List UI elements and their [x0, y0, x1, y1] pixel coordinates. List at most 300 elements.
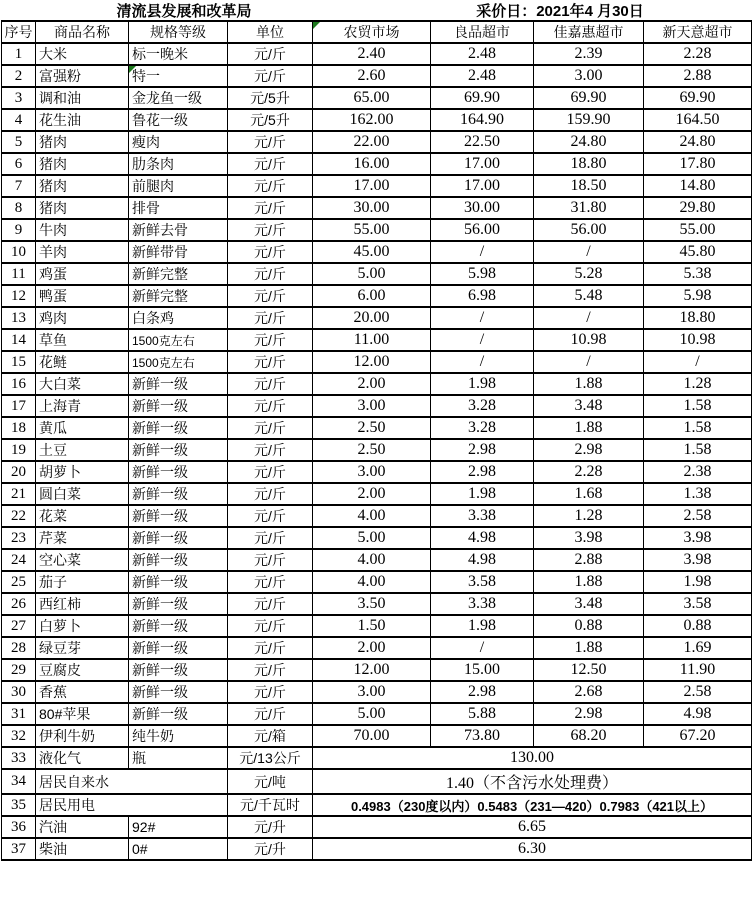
price-jiajiahui-cell: 0.88 [534, 615, 644, 637]
price-xintianyi-cell: 67.20 [644, 725, 752, 747]
column-header-5: 农贸市场 [313, 21, 431, 43]
spec-grade-cell: 新鲜一级 [129, 417, 228, 439]
column-header-4: 单位 [228, 21, 313, 43]
unit-cell: 元/斤 [228, 703, 313, 725]
price-jiajiahui-cell: 159.90 [534, 109, 644, 131]
table-row [2, 87, 752, 109]
price-farmers-market-cell: 1.50 [313, 615, 431, 637]
survey-date-label: 采价日：2021年4 月30日 [476, 2, 644, 20]
price-liangpin-cell: 3.38 [431, 505, 534, 527]
product-name-cell: 鸭蛋 [36, 285, 129, 307]
price-xintianyi-cell: 5.38 [644, 263, 752, 285]
price-farmers-market-cell: 30.00 [313, 197, 431, 219]
price-liangpin-cell: 1.98 [431, 483, 534, 505]
price-xintianyi-cell: 14.80 [644, 175, 752, 197]
row-number-cell: 30 [2, 681, 36, 703]
product-name-cell: 花菜 [36, 505, 129, 527]
product-name-cell: 牛肉 [36, 219, 129, 241]
price-liangpin-cell: 1.98 [431, 615, 534, 637]
spec-grade-cell: 纯牛奶 [129, 725, 228, 747]
spec-grade-cell: 排骨 [129, 197, 228, 219]
spec-grade-cell: 新鲜一级 [129, 571, 228, 593]
unit-cell: 元/斤 [228, 131, 313, 153]
table-row [2, 241, 752, 263]
price-liangpin-cell: 3.38 [431, 593, 534, 615]
table-row [2, 417, 752, 439]
table-row [2, 838, 752, 860]
table-row [2, 461, 752, 483]
price-jiajiahui-cell: 3.48 [534, 593, 644, 615]
merged-price-cell: 1.40（不含污水处理费） [313, 769, 752, 794]
price-liangpin-cell: 2.98 [431, 439, 534, 461]
spec-grade-cell: 瘦肉 [129, 131, 228, 153]
price-liangpin-cell: / [431, 307, 534, 329]
row-number-cell: 27 [2, 615, 36, 637]
price-jiajiahui-cell: 69.90 [534, 87, 644, 109]
table-row [2, 351, 752, 373]
price-xintianyi-cell: 164.50 [644, 109, 752, 131]
spec-grade-cell: 新鲜一级 [129, 461, 228, 483]
column-header-1: 序号 [2, 21, 36, 43]
price-xintianyi-cell: 1.38 [644, 483, 752, 505]
product-name-cell: 豆腐皮 [36, 659, 129, 681]
table-row [2, 659, 752, 681]
row-number-cell: 24 [2, 549, 36, 571]
unit-cell: 元/斤 [228, 153, 313, 175]
price-jiajiahui-cell: 31.80 [534, 197, 644, 219]
unit-cell: 元/斤 [228, 43, 313, 65]
table-row [2, 439, 752, 461]
column-header-8: 新天意超市 [644, 21, 752, 43]
row-number-cell: 32 [2, 725, 36, 747]
unit-cell: 元/斤 [228, 483, 313, 505]
price-liangpin-cell: 17.00 [431, 153, 534, 175]
row-number-cell: 5 [2, 131, 36, 153]
table-row [2, 703, 752, 725]
price-xintianyi-cell: 3.98 [644, 549, 752, 571]
row-number-cell: 22 [2, 505, 36, 527]
price-farmers-market-cell: 17.00 [313, 175, 431, 197]
price-xintianyi-cell: 2.38 [644, 461, 752, 483]
price-liangpin-cell: 2.48 [431, 43, 534, 65]
product-name-cell: 80#苹果 [36, 703, 129, 725]
price-farmers-market-cell: 3.00 [313, 395, 431, 417]
table-row [2, 263, 752, 285]
price-jiajiahui-cell: 12.50 [534, 659, 644, 681]
product-name-cell: 西红柿 [36, 593, 129, 615]
product-name-cell: 芹菜 [36, 527, 129, 549]
table-row [2, 505, 752, 527]
product-name-cell: 鸡蛋 [36, 263, 129, 285]
table-row [2, 307, 752, 329]
price-farmers-market-cell: 16.00 [313, 153, 431, 175]
row-number-cell: 20 [2, 461, 36, 483]
header-row [2, 21, 752, 43]
product-name-cell: 香蕉 [36, 681, 129, 703]
product-name-cell: 黄瓜 [36, 417, 129, 439]
price-xintianyi-cell: 55.00 [644, 219, 752, 241]
price-xintianyi-cell: 2.58 [644, 681, 752, 703]
price-xintianyi-cell: 2.58 [644, 505, 752, 527]
product-name-cell: 羊肉 [36, 241, 129, 263]
row-number-cell: 6 [2, 153, 36, 175]
product-name-cell: 液化气 [36, 747, 129, 769]
column-header-6: 良品超市 [431, 21, 534, 43]
price-xintianyi-cell: 18.80 [644, 307, 752, 329]
price-jiajiahui-cell: / [534, 241, 644, 263]
price-farmers-market-cell: 2.00 [313, 373, 431, 395]
spec-grade-cell: 新鲜一级 [129, 703, 228, 725]
spec-grade-cell: 新鲜完整 [129, 285, 228, 307]
price-liangpin-cell: 69.90 [431, 87, 534, 109]
table-row [2, 219, 752, 241]
price-xintianyi-cell: / [644, 351, 752, 373]
price-farmers-market-cell: 162.00 [313, 109, 431, 131]
price-jiajiahui-cell: 2.39 [534, 43, 644, 65]
price-jiajiahui-cell: 3.00 [534, 65, 644, 87]
column-header-2: 商品名称 [36, 21, 129, 43]
row-number-cell: 10 [2, 241, 36, 263]
row-number-cell: 33 [2, 747, 36, 769]
table-row [2, 615, 752, 637]
price-farmers-market-cell: 4.00 [313, 549, 431, 571]
row-number-cell: 25 [2, 571, 36, 593]
spec-grade-cell: 0# [129, 838, 228, 860]
row-number-cell: 31 [2, 703, 36, 725]
table-row [2, 725, 752, 747]
price-farmers-market-cell: 70.00 [313, 725, 431, 747]
unit-cell: 元/升 [228, 816, 313, 838]
unit-cell: 元/斤 [228, 527, 313, 549]
table-row [2, 593, 752, 615]
row-number-cell: 17 [2, 395, 36, 417]
unit-cell: 元/斤 [228, 65, 313, 87]
price-jiajiahui-cell: 10.98 [534, 329, 644, 351]
price-liangpin-cell: / [431, 351, 534, 373]
merged-price-cell: 6.65 [313, 816, 752, 838]
unit-cell: 元/斤 [228, 439, 313, 461]
price-jiajiahui-cell: 1.88 [534, 571, 644, 593]
unit-cell: 元/箱 [228, 725, 313, 747]
product-name-cell: 柴油 [36, 838, 129, 860]
price-liangpin-cell: 2.98 [431, 461, 534, 483]
price-liangpin-cell: 5.98 [431, 263, 534, 285]
price-xintianyi-cell: 0.88 [644, 615, 752, 637]
product-name-cell: 猪肉 [36, 153, 129, 175]
price-farmers-market-cell: 2.50 [313, 417, 431, 439]
table-row [2, 109, 752, 131]
table-row [2, 794, 752, 816]
spec-grade-cell: 新鲜一级 [129, 549, 228, 571]
table-row [2, 329, 752, 351]
product-name-cell: 上海青 [36, 395, 129, 417]
price-xintianyi-cell: 24.80 [644, 131, 752, 153]
spec-grade-cell: 瓶 [129, 747, 228, 769]
spec-grade-cell: 1500克左右 [129, 351, 228, 373]
row-number-cell: 16 [2, 373, 36, 395]
product-name-cell: 伊利牛奶 [36, 725, 129, 747]
row-number-cell: 15 [2, 351, 36, 373]
row-number-cell: 14 [2, 329, 36, 351]
price-xintianyi-cell: 29.80 [644, 197, 752, 219]
price-jiajiahui-cell: 56.00 [534, 219, 644, 241]
spec-grade-cell: 新鲜带骨 [129, 241, 228, 263]
spec-grade-cell: 鲁花一级 [129, 109, 228, 131]
table-row [2, 549, 752, 571]
price-jiajiahui-cell: 2.88 [534, 549, 644, 571]
price-farmers-market-cell: 6.00 [313, 285, 431, 307]
product-name-cell: 土豆 [36, 439, 129, 461]
price-farmers-market-cell: 5.00 [313, 527, 431, 549]
unit-cell: 元/斤 [228, 417, 313, 439]
unit-cell: 元/斤 [228, 461, 313, 483]
price-xintianyi-cell: 1.58 [644, 395, 752, 417]
table-row [2, 285, 752, 307]
price-jiajiahui-cell: 1.88 [534, 417, 644, 439]
unit-cell: 元/斤 [228, 351, 313, 373]
merged-price-cell: 130.00 [313, 747, 752, 769]
table-row [2, 65, 752, 87]
unit-cell: 元/升 [228, 838, 313, 860]
row-number-cell: 2 [2, 65, 36, 87]
table-row [2, 131, 752, 153]
row-number-cell: 9 [2, 219, 36, 241]
spec-grade-cell: 前腿肉 [129, 175, 228, 197]
product-name-cell: 空心菜 [36, 549, 129, 571]
table-row [2, 769, 752, 794]
spec-grade-cell: 新鲜一级 [129, 439, 228, 461]
unit-cell: 元/13公斤 [228, 747, 313, 769]
spec-grade-cell: 新鲜一级 [129, 527, 228, 549]
price-liangpin-cell: / [431, 637, 534, 659]
spec-grade-cell: 新鲜一级 [129, 395, 228, 417]
spec-grade-cell: 金龙鱼一级 [129, 87, 228, 109]
row-number-cell: 1 [2, 43, 36, 65]
merged-price-cell: 6.30 [313, 838, 752, 860]
row-number-cell: 13 [2, 307, 36, 329]
price-liangpin-cell: 4.98 [431, 549, 534, 571]
product-name-cell: 居民自来水 [36, 769, 228, 794]
price-farmers-market-cell: 45.00 [313, 241, 431, 263]
spec-grade-cell: 新鲜一级 [129, 505, 228, 527]
price-jiajiahui-cell: 1.28 [534, 505, 644, 527]
table-row [2, 175, 752, 197]
product-name-cell: 大白菜 [36, 373, 129, 395]
spec-grade-cell: 新鲜一级 [129, 373, 228, 395]
price-xintianyi-cell: 1.58 [644, 439, 752, 461]
price-liangpin-cell: 3.28 [431, 417, 534, 439]
table-row [2, 483, 752, 505]
price-farmers-market-cell: 5.00 [313, 703, 431, 725]
price-liangpin-cell: 2.48 [431, 65, 534, 87]
price-jiajiahui-cell: / [534, 351, 644, 373]
price-farmers-market-cell: 4.00 [313, 505, 431, 527]
unit-cell: 元/斤 [228, 373, 313, 395]
price-jiajiahui-cell: 2.98 [534, 703, 644, 725]
price-jiajiahui-cell: 2.98 [534, 439, 644, 461]
table-row [2, 527, 752, 549]
price-farmers-market-cell: 55.00 [313, 219, 431, 241]
spec-grade-cell: 92# [129, 816, 228, 838]
product-name-cell: 绿豆芽 [36, 637, 129, 659]
price-xintianyi-cell: 3.58 [644, 593, 752, 615]
unit-cell: 元/斤 [228, 241, 313, 263]
price-farmers-market-cell: 2.00 [313, 637, 431, 659]
price-jiajiahui-cell: 18.80 [534, 153, 644, 175]
price-farmers-market-cell: 20.00 [313, 307, 431, 329]
spec-grade-cell: 白条鸡 [129, 307, 228, 329]
product-name-cell: 汽油 [36, 816, 129, 838]
price-liangpin-cell: 3.28 [431, 395, 534, 417]
price-xintianyi-cell: 4.98 [644, 703, 752, 725]
price-liangpin-cell: / [431, 329, 534, 351]
spec-grade-cell: 新鲜一级 [129, 483, 228, 505]
price-jiajiahui-cell: 1.88 [534, 637, 644, 659]
row-number-cell: 34 [2, 769, 36, 794]
spec-grade-cell: 新鲜一级 [129, 637, 228, 659]
price-jiajiahui-cell: 1.88 [534, 373, 644, 395]
spec-grade-cell: 新鲜一级 [129, 659, 228, 681]
table-row [2, 816, 752, 838]
price-jiajiahui-cell: 3.98 [534, 527, 644, 549]
unit-cell: 元/吨 [228, 769, 313, 794]
spec-grade-cell: 新鲜去骨 [129, 219, 228, 241]
price-xintianyi-cell: 3.98 [644, 527, 752, 549]
row-number-cell: 12 [2, 285, 36, 307]
row-number-cell: 26 [2, 593, 36, 615]
row-number-cell: 36 [2, 816, 36, 838]
price-jiajiahui-cell: 18.50 [534, 175, 644, 197]
price-farmers-market-cell: 2.40 [313, 43, 431, 65]
product-name-cell: 花生油 [36, 109, 129, 131]
price-liangpin-cell: 15.00 [431, 659, 534, 681]
product-name-cell: 猪肉 [36, 131, 129, 153]
product-name-cell: 猪肉 [36, 197, 129, 219]
price-liangpin-cell: / [431, 241, 534, 263]
price-jiajiahui-cell: 68.20 [534, 725, 644, 747]
unit-cell: 元/斤 [228, 593, 313, 615]
price-xintianyi-cell: 17.80 [644, 153, 752, 175]
merged-price-cell: 0.4983（230度以内）0.5483（231—420）0.7983（421以上） [313, 794, 752, 816]
page-title: 清流县发展和改革局 [116, 2, 252, 20]
unit-cell: 元/千瓦时 [228, 794, 313, 816]
column-header-7: 佳嘉惠超市 [534, 21, 644, 43]
row-number-cell: 4 [2, 109, 36, 131]
product-name-cell: 鸡肉 [36, 307, 129, 329]
column-header-3: 规格等级 [129, 21, 228, 43]
row-number-cell: 29 [2, 659, 36, 681]
table-row [2, 43, 752, 65]
price-xintianyi-cell: 2.28 [644, 43, 752, 65]
unit-cell: 元/5升 [228, 109, 313, 131]
price-farmers-market-cell: 3.50 [313, 593, 431, 615]
row-number-cell: 18 [2, 417, 36, 439]
table-row [2, 747, 752, 769]
row-number-cell: 11 [2, 263, 36, 285]
product-name-cell: 花鲢 [36, 351, 129, 373]
unit-cell: 元/斤 [228, 615, 313, 637]
table-row [2, 681, 752, 703]
row-number-cell: 8 [2, 197, 36, 219]
price-farmers-market-cell: 11.00 [313, 329, 431, 351]
spec-grade-cell: 新鲜一级 [129, 615, 228, 637]
unit-cell: 元/斤 [228, 329, 313, 351]
price-farmers-market-cell: 2.00 [313, 483, 431, 505]
spec-grade-cell: 1500克左右 [129, 329, 228, 351]
price-jiajiahui-cell: 5.48 [534, 285, 644, 307]
price-farmers-market-cell: 3.00 [313, 681, 431, 703]
price-farmers-market-cell: 12.00 [313, 351, 431, 373]
unit-cell: 元/斤 [228, 637, 313, 659]
price-farmers-market-cell: 4.00 [313, 571, 431, 593]
spec-grade-cell: 标一晚米 [129, 43, 228, 65]
price-liangpin-cell: 4.98 [431, 527, 534, 549]
table-row [2, 373, 752, 395]
price-farmers-market-cell: 5.00 [313, 263, 431, 285]
price-jiajiahui-cell: 3.48 [534, 395, 644, 417]
price-liangpin-cell: 3.58 [431, 571, 534, 593]
spec-grade-cell: 新鲜完整 [129, 263, 228, 285]
spec-grade-cell: 特一 [129, 65, 228, 87]
spec-grade-cell: 新鲜一级 [129, 593, 228, 615]
price-xintianyi-cell: 1.98 [644, 571, 752, 593]
spec-grade-cell: 肋条肉 [129, 153, 228, 175]
price-farmers-market-cell: 22.00 [313, 131, 431, 153]
price-liangpin-cell: 30.00 [431, 197, 534, 219]
price-jiajiahui-cell: / [534, 307, 644, 329]
price-xintianyi-cell: 2.88 [644, 65, 752, 87]
unit-cell: 元/斤 [228, 395, 313, 417]
product-name-cell: 圆白菜 [36, 483, 129, 505]
product-name-cell: 富强粉 [36, 65, 129, 87]
price-jiajiahui-cell: 2.28 [534, 461, 644, 483]
product-name-cell: 居民用电 [36, 794, 228, 816]
unit-cell: 元/斤 [228, 219, 313, 241]
table-row [2, 571, 752, 593]
row-number-cell: 28 [2, 637, 36, 659]
product-name-cell: 白萝卜 [36, 615, 129, 637]
table-row [2, 637, 752, 659]
unit-cell: 元/斤 [228, 197, 313, 219]
price-xintianyi-cell: 5.98 [644, 285, 752, 307]
price-liangpin-cell: 22.50 [431, 131, 534, 153]
product-name-cell: 猪肉 [36, 175, 129, 197]
spec-grade-cell: 新鲜一级 [129, 681, 228, 703]
price-liangpin-cell: 164.90 [431, 109, 534, 131]
unit-cell: 元/斤 [228, 175, 313, 197]
price-table [1, 20, 752, 861]
unit-cell: 元/斤 [228, 549, 313, 571]
row-number-cell: 35 [2, 794, 36, 816]
unit-cell: 元/斤 [228, 659, 313, 681]
price-farmers-market-cell: 12.00 [313, 659, 431, 681]
product-name-cell: 大米 [36, 43, 129, 65]
unit-cell: 元/5升 [228, 87, 313, 109]
unit-cell: 元/斤 [228, 285, 313, 307]
price-xintianyi-cell: 11.90 [644, 659, 752, 681]
price-jiajiahui-cell: 24.80 [534, 131, 644, 153]
price-liangpin-cell: 5.88 [431, 703, 534, 725]
price-farmers-market-cell: 65.00 [313, 87, 431, 109]
price-xintianyi-cell: 45.80 [644, 241, 752, 263]
price-jiajiahui-cell: 2.68 [534, 681, 644, 703]
price-xintianyi-cell: 69.90 [644, 87, 752, 109]
price-liangpin-cell: 73.80 [431, 725, 534, 747]
price-farmers-market-cell: 2.60 [313, 65, 431, 87]
price-xintianyi-cell: 1.69 [644, 637, 752, 659]
table-row [2, 395, 752, 417]
price-liangpin-cell: 1.98 [431, 373, 534, 395]
